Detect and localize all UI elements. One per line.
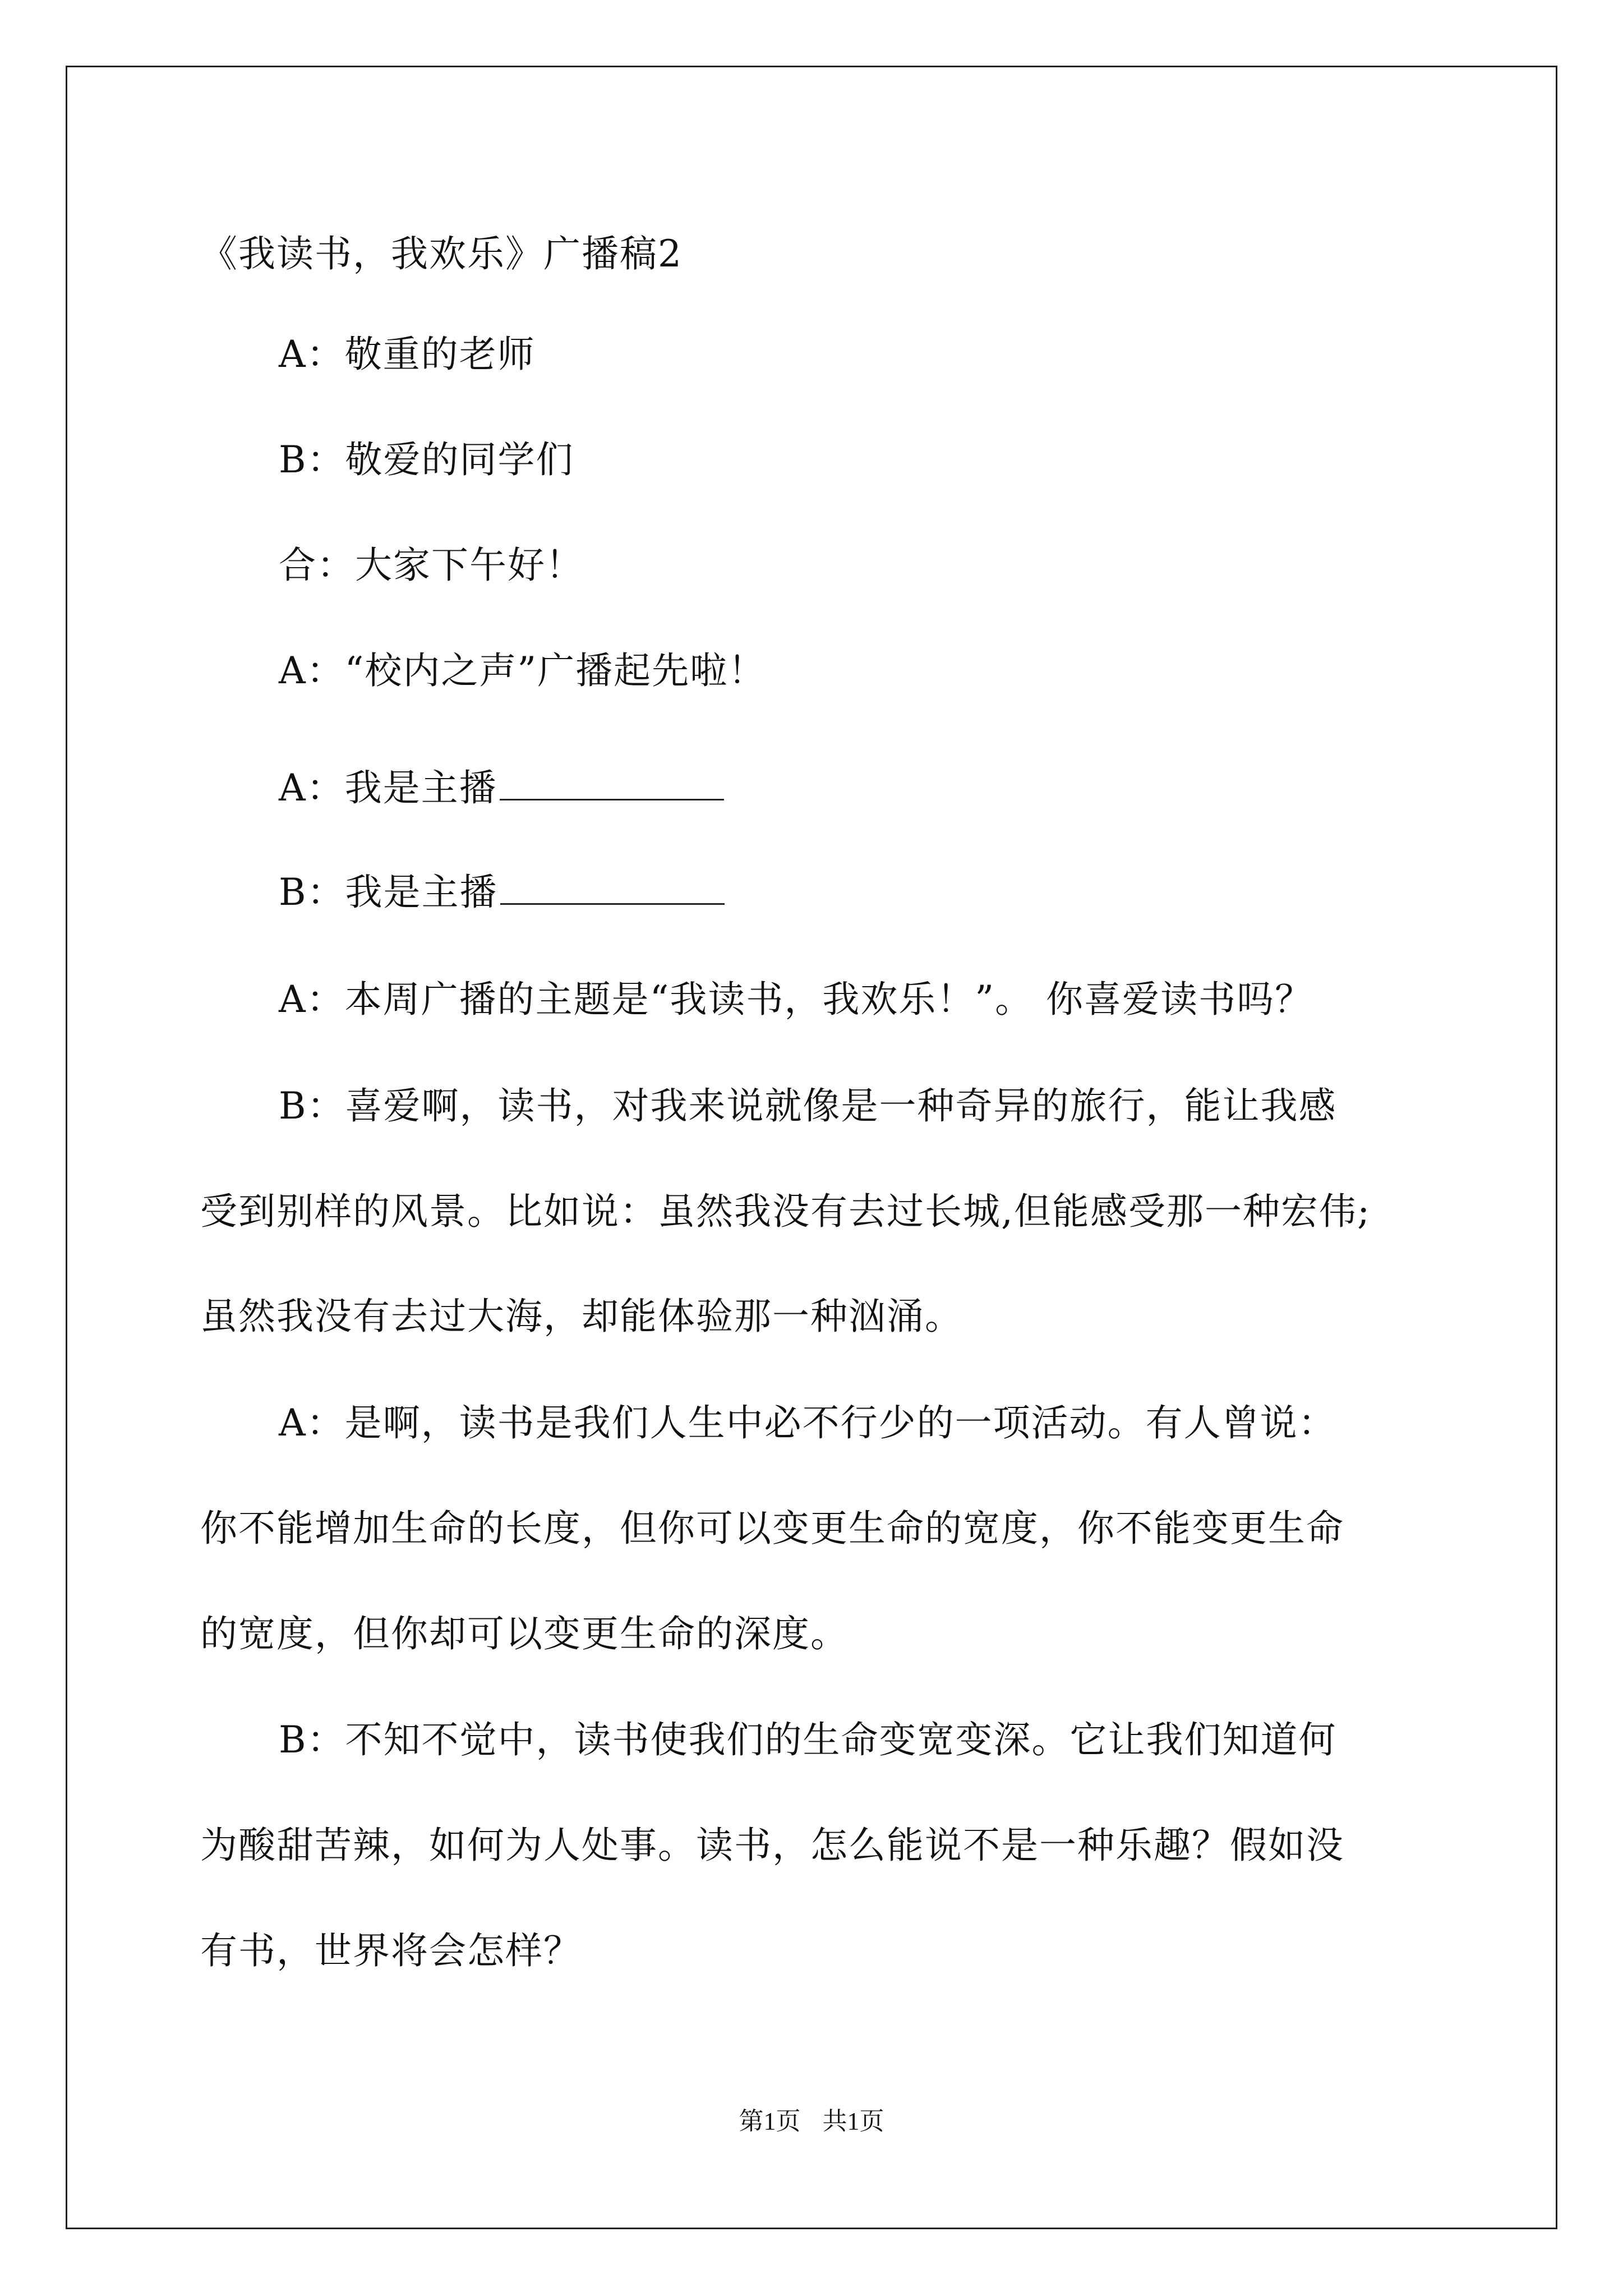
paragraph-line: B：不知不觉中，读书使我们的生命变宽变深。它让我们知道何 [279,1718,1337,1761]
dialogue-line: B：我是主播 [279,871,498,914]
dialogue-line: 合：大家下午好！ [279,544,584,587]
paragraph-line: 的宽度，但你却可以变更生命的深度。 [200,1612,849,1655]
paragraph-line: A：是啊，读书是我们人生中必不行少的一项活动。有人曾说： [279,1401,1336,1444]
page-total: 共1页 [822,2108,884,2135]
page-border [66,66,1557,2229]
paragraph-line: 受到别样的风景。比如说：虽然我没有去过长城,但能感受那一种宏伟; [200,1190,1371,1233]
page-footer [0,2105,1623,2138]
paragraph-line: 有书，世界将会怎样？ [200,1929,582,1972]
dialogue-line: A：我是主播 [279,766,497,809]
fill-in-blank [500,869,725,905]
dialogue-line: A：敬重的老师 [279,333,536,376]
document-title: 《我读书，我欢乐》广播稿2 [200,232,683,275]
dialogue-line-with-blank [279,869,725,915]
dialogue-line: A：本周广播的主题是“我读书，我欢乐！”。 你喜爱读书吗？ [279,978,1313,1021]
paragraph-line: 虽然我没有去过大海，却能体验那一种汹涌。 [200,1295,963,1338]
paragraph-line: B：喜爱啊，读书，对我来说就像是一种奇异的旅行，能让我感 [279,1084,1337,1128]
fill-in-blank [500,765,724,800]
dialogue-line-with-blank [279,765,724,811]
dialogue-line: A：“校内之声”广播起先啦！ [279,649,767,692]
paragraph-line: 你不能增加生命的长度，但你可以变更生命的宽度，你不能变更生命 [200,1507,1344,1550]
paragraph-line: 为酸甜苦辣，如何为人处事。读书，怎么能说不是一种乐趣？假如没 [200,1824,1344,1867]
page-number: 第1页 [739,2108,801,2135]
dialogue-line: B：敬爱的同学们 [279,438,574,481]
